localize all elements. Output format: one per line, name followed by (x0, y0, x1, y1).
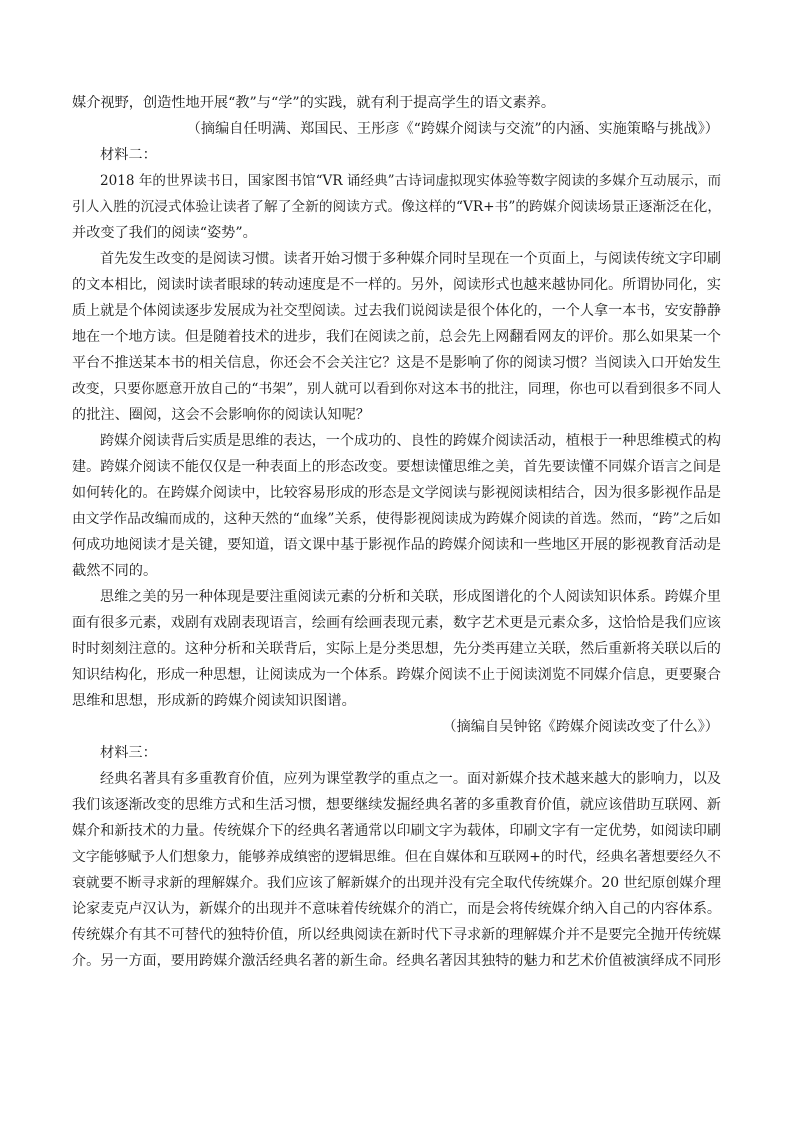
paragraph-line: 截然不同的。 (72, 563, 158, 579)
paragraph-line: 何成功地阅读才是关键，要知道，语文课中基于影视作品的跨媒介阅读和一些地区开展的影视教育活动是 (72, 537, 721, 553)
paragraph-line: 论家麦克卢汉认为，新媒介的出现并不意味着传统媒介的消亡，而是会将传统媒介纳入自己的内容体系。 (72, 901, 721, 917)
material2-paragraph-4 (72, 584, 721, 714)
paragraph-line: 平台不推送某本书的相关信息，你还会不会关注它？这是不是影响了你的阅读习惯？当阅读入口开始发生 (72, 355, 721, 371)
material2-paragraph-1 (72, 168, 721, 246)
paragraph-line: 思维之美的另一种体现是要注重阅读元素的分析和关联，形成图谱化的个人阅读知识体系。跨媒介里 (100, 589, 721, 605)
paragraph-line: 面有很多元素，戏剧有戏剧表现语言，绘画有绘画表现元素，数字艺术更是元素众多，这恰恰是我们应该 (72, 615, 721, 631)
material2-paragraph-3 (72, 428, 721, 584)
material2-label: 材料二： (100, 147, 157, 163)
paragraph-line: 如何转化的。在跨媒介阅读中，比较容易形成的形态是文学阅读与影视阅读相结合，因为很多影视作品是 (72, 485, 721, 501)
paragraph-line: 知识结构化，形成一种思想，让阅读成为一个体系。跨媒介阅读不止于阅读浏览不同媒介信息，更要聚合 (72, 667, 721, 683)
paragraph-line: 质上就是个体阅读逐步发展成为社交型阅读。过去我们说阅读是很个体化的，一个人拿一本书，安安静静 (72, 303, 721, 319)
paragraph-line: 并改变了我们的阅读“姿势”。 (72, 225, 257, 241)
paragraph-line: 的批注、圈阅，这会不会影响你的阅读认知呢？ (72, 407, 370, 423)
paragraph-line: 传统媒介有其不可替代的独特价值，所以经典阅读在新时代下寻求新的理解媒介并不是要完全抛开传统媒 (72, 927, 721, 943)
material2-paragraph-2 (72, 246, 721, 428)
paragraph-line: 我们该逐渐改变的思维方式和生活习惯，想要继续发掘经典名著的多重教育价值，就应该借助互联网、新 (72, 797, 721, 813)
paragraph-line: 介。另一方面，要用跨媒介激活经典名著的新生命。经典名著因其独特的魅力和艺术价值被演绎成不同形 (72, 953, 721, 969)
paragraph-line: 建。跨媒介阅读不能仅仅是一种表面上的形态改变。要想读懂思维之美，首先要读懂不同媒介语言之间是 (72, 459, 721, 475)
paragraph-line: 2018 年的世界读书日，国家图书馆“VR 诵经典”古诗词虚拟现实体验等数字阅读的多媒介互动展示，而 (100, 173, 721, 189)
paragraph-line: 地在一个地方读。但是随着技术的进步，我们在阅读之前，总会先上网翻看网友的评价。那么如果某一个 (72, 329, 721, 345)
paragraph-line: 引人入胜的沉浸式体验让读者了解了全新的阅读方式。像这样的“VR+书”的跨媒介阅读场景正逐渐泛在化， (72, 199, 721, 215)
material3-paragraph-1 (72, 766, 721, 974)
material2-source: （摘编自吴钟铭《跨媒介阅读改变了什么》） (442, 719, 719, 735)
paragraph-line: 的文本相比，阅读时读者眼球的转动速度是不一样的。另外，阅读形式也越来越协同化。所谓协同化，实 (72, 277, 721, 293)
material3-label: 材料三： (100, 745, 157, 761)
paragraph-line: 首先发生改变的是阅读习惯。读者开始习惯于多种媒介同时呈现在一个页面上，与阅读传统文字印刷 (100, 251, 721, 267)
paragraph-line: 媒介和新技术的力量。传统媒介下的经典名著通常以印刷文字为载体，印刷文字有一定优势，如阅读印刷 (72, 823, 721, 839)
paragraph-line: 衰就要不断寻求新的理解媒介。我们应该了解新媒介的出现并没有完全取代传统媒介。20 世纪原创媒介理 (72, 875, 721, 891)
paragraph-line: 文字能够赋予人们想象力，能够养成缜密的逻辑思维。但在自媒体和互联网+的时代，经典名著想要经久不 (72, 849, 721, 865)
section1-source: （摘编自任明满、郑国民、王彤彦《“跨媒介阅读与交流”的内涵、实施策略与挑战》） (186, 121, 719, 137)
paragraph-line: 经典名著具有多重教育价值，应列为课堂教学的重点之一。面对新媒介技术越来越大的影响力，以及 (100, 771, 721, 787)
paragraph-line: 改变，只要你愿意开放自己的“书架”，别人就可以看到你对这本书的批注，同理，你也可以看到很多不同人 (72, 381, 721, 397)
paragraph-line: 时时刻刻注意的。这种分析和关联背后，实际上是分类思想，先分类再建立关联，然后重新将关联以后的 (72, 641, 721, 657)
section1-line-1: 媒介视野，创造性地开展“教”与“学”的实践，就有利于提高学生的语文素养。 (72, 95, 556, 111)
paragraph-line: 跨媒介阅读背后实质是思维的表达，一个成功的、良性的跨媒介阅读活动，植根于一种思维模式的构 (100, 433, 721, 449)
paragraph-line: 思维和思想，形成新的跨媒介阅读知识图谱。 (72, 693, 356, 709)
paragraph-line: 由文学作品改编而成的，这种天然的“血缘”关系，使得影视阅读成为跨媒介阅读的首选。然而，“跨”之后如 (72, 511, 721, 527)
